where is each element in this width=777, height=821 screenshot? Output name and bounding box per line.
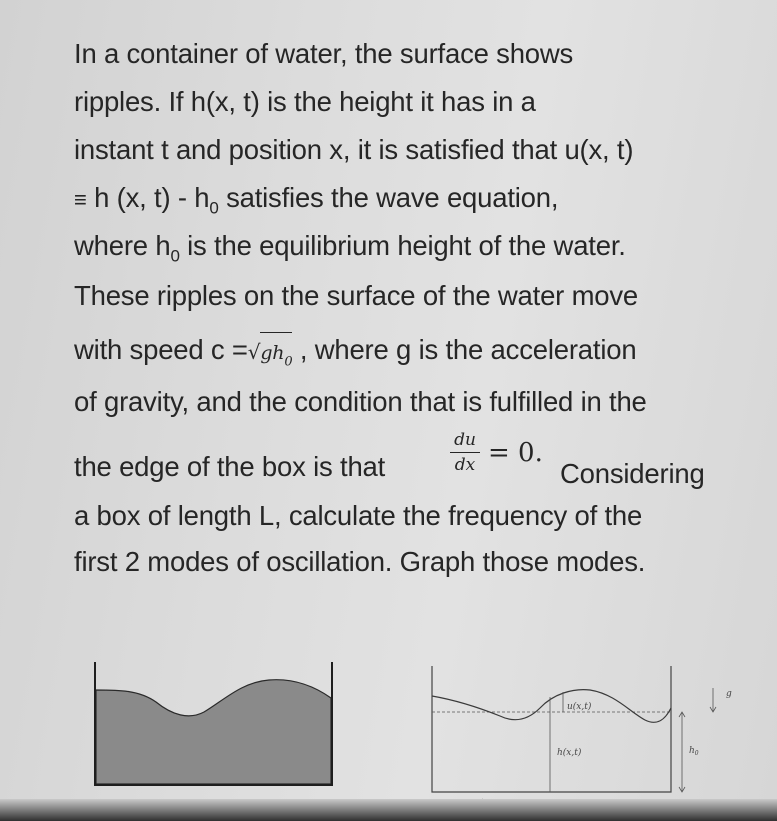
text-line-5-a: where h (74, 230, 171, 261)
sqrt-symbol: √ (247, 340, 261, 364)
text-line-5-b: is the equilibrium height of the water. (179, 230, 626, 261)
text-line-4-b: satisfies the wave equation, (218, 182, 559, 213)
fraction-denominator: dx (454, 455, 476, 475)
text-line-10: a box of length L, calculate the frequency of the (74, 500, 643, 531)
text-line-6: These ripples on the surface of the water move (74, 280, 639, 311)
text-line-8: of gravity, and the condition that is fulfilled in the (74, 386, 647, 417)
fraction-numerator: du (454, 430, 476, 450)
u-label: u(x,t) (567, 702, 592, 712)
water-surface-fill (96, 680, 331, 784)
equivalence-symbol: ≡ (74, 187, 87, 212)
text-line-11: first 2 modes of oscillation. Graph those modes. (74, 546, 646, 577)
text-line-9-b: Considering (560, 458, 705, 489)
g-label: g (726, 689, 732, 699)
water-container-figure (94, 660, 334, 788)
sqrt-subscript: 0 (284, 354, 293, 370)
subscript-zero: 0 (209, 198, 219, 218)
equals-zero: = 0. (488, 438, 543, 468)
text-line-7 (74, 334, 636, 370)
wave-diagram-figure (425, 660, 745, 820)
h-label: h(x,t) (557, 748, 582, 758)
text-line-7-b: , where g is the acceleration (292, 334, 637, 365)
text-line-5 (74, 230, 626, 267)
sqrt-argument: gh (260, 342, 285, 364)
text-line-7-a: with speed c = (74, 334, 248, 365)
text-line-4-a: h (x, t) - h (94, 182, 210, 213)
text-line-2: ripples. If h(x, t) is the height it has in a (74, 86, 536, 117)
text-line-3: instant t and position x, it is satisfied that u(x, t) (74, 134, 634, 165)
water-surface-curve (432, 690, 671, 723)
h0-label: $h_0$ (689, 746, 699, 757)
text-line-1: In a container of water, the surface shows (74, 38, 574, 69)
subscript-zero: 0 (170, 246, 180, 266)
photo-bottom-edge (0, 799, 777, 821)
container-outline (432, 666, 671, 792)
text-line-9-a: the edge of the box is that (74, 451, 386, 482)
derivative-fraction (450, 430, 480, 475)
text-line-4 (74, 182, 558, 219)
